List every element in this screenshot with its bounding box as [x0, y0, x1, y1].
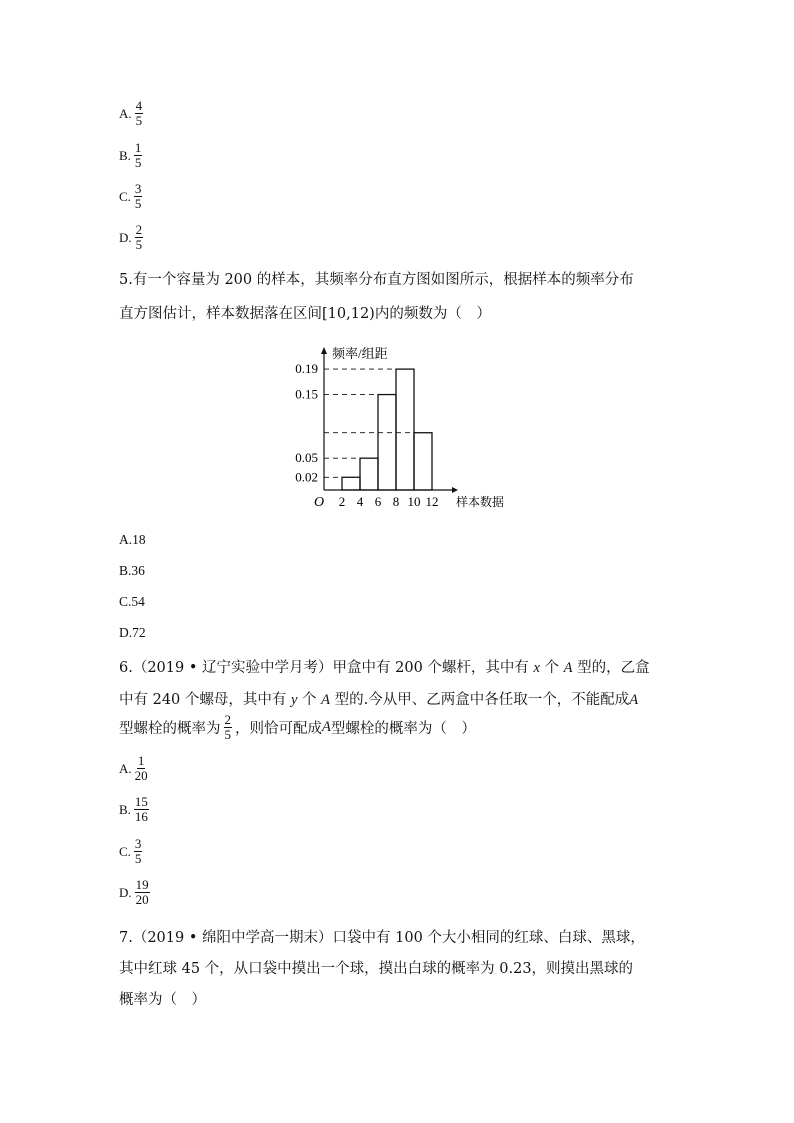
x-tick-label: 2	[338, 494, 346, 509]
q4-option-c	[119, 182, 142, 211]
q6-line3-part-b: ，则恰可配成	[235, 721, 322, 737]
option-label: C.	[119, 843, 131, 859]
q6-option-a	[119, 754, 148, 783]
q5-option-c: C.54	[119, 594, 145, 609]
fraction-numerator: 3	[134, 836, 142, 851]
option-fraction	[134, 141, 143, 170]
option-label: B.	[119, 801, 131, 817]
q6-var-a-3: A	[629, 692, 639, 708]
histogram-bar	[414, 433, 432, 490]
q4-option-a	[119, 99, 143, 128]
x-tick-label: 10	[407, 494, 421, 509]
q6-var-a-4: A	[322, 719, 331, 735]
q6-option-d	[119, 878, 150, 907]
q6-fraction-denominator: 5	[224, 727, 231, 742]
x-tick-label: 6	[374, 494, 382, 509]
q6-var-y: y	[291, 692, 298, 708]
option-fraction	[134, 837, 143, 866]
q5-option-d: D.72	[119, 625, 146, 640]
q6-line3-part-d: 型螺栓的概率为（ ）	[330, 721, 476, 737]
fraction-denominator: 5	[134, 196, 142, 211]
q6-var-a: A	[563, 660, 573, 676]
option-label: A.	[119, 105, 132, 121]
q6-fraction-numerator: 2	[224, 712, 231, 727]
y-tick-label: 0.05	[295, 450, 318, 466]
frequency-histogram	[284, 345, 530, 515]
fraction-numerator: 3	[134, 181, 142, 196]
fraction-denominator: 5	[135, 113, 143, 128]
y-tick-label: 0.19	[295, 361, 318, 377]
q7-text-line1: 7.（2019 • 绵阳中学高一期末）口袋中有 100 个大小相同的红球、白球、黑球，	[119, 930, 645, 946]
q6-text-line1	[119, 656, 650, 677]
x-tick-label: 4	[356, 494, 364, 509]
q6-var-x: x	[533, 660, 540, 676]
q6-line2-part-a: 中有 240 个螺母，其中有	[119, 692, 292, 708]
histogram-bar	[378, 395, 396, 490]
origin-label: O	[314, 495, 325, 510]
q6-text-line3	[119, 713, 476, 742]
option-fraction	[134, 182, 143, 211]
option-label: D.	[119, 884, 132, 900]
q6-line2-part-b: 个	[297, 692, 322, 708]
fraction-denominator: 5	[134, 155, 142, 170]
q6-option-c	[119, 837, 142, 866]
fraction-numerator: 1	[134, 140, 142, 155]
x-tick-label: 8	[392, 494, 400, 509]
fraction-numerator: 2	[135, 222, 143, 237]
fraction-denominator: 5	[135, 237, 143, 252]
q6-text-line2	[119, 688, 638, 709]
option-label: B.	[119, 147, 131, 163]
q7-text-line2: 其中红球 45 个，从口袋中摸出一个球，摸出白球的概率为 0.23，则摸出黑球的	[119, 961, 634, 977]
q6-line1-part-b: 个	[539, 660, 564, 676]
q6-line3-part-a: 型螺栓的概率为	[119, 721, 221, 737]
q5-option-a: A.18	[119, 532, 146, 547]
q7-text-line3: 概率为（ ）	[119, 992, 206, 1008]
y-axis-arrow	[321, 347, 327, 354]
q4-option-b	[119, 141, 142, 170]
fraction-numerator: 1	[137, 753, 145, 768]
q5-text-line1: 5.有一个容量为 200 的样本，其频率分布直方图如图所示，根据样本的频率分布	[119, 272, 634, 288]
fraction-numerator: 19	[135, 877, 149, 892]
option-fraction	[135, 754, 148, 783]
q5-option-b: B.36	[119, 563, 145, 578]
fraction-denominator: 20	[135, 892, 149, 907]
y-tick-label: 0.15	[295, 386, 318, 402]
q6-var-a-2: A	[321, 692, 331, 708]
q6-line1-part-a: 6.（2019 • 辽宁实验中学月考）甲盒中有 200 个螺杆，其中有	[119, 660, 534, 676]
option-fraction	[135, 223, 144, 252]
option-fraction	[135, 878, 150, 907]
option-fraction	[134, 795, 149, 824]
histogram-bar	[342, 477, 360, 490]
option-fraction	[135, 99, 144, 128]
fraction-denominator: 5	[134, 851, 142, 866]
x-axis-arrow	[452, 487, 458, 493]
x-axis-label: 样本数据	[456, 495, 505, 509]
q6-fraction	[224, 713, 233, 742]
histogram-bar	[396, 369, 414, 490]
q5-text-line2: 直方图估计，样本数据落在区间[10,12)内的频数为（ ）	[119, 306, 491, 322]
fraction-denominator: 16	[134, 809, 148, 824]
fraction-denominator: 20	[134, 768, 148, 783]
option-label: D.	[119, 229, 132, 245]
option-label: C.	[119, 188, 131, 204]
option-label: A.	[119, 760, 132, 776]
x-tick-label: 12	[425, 494, 439, 509]
q6-line2-part-c: 型的.今从甲、乙两盒中各任取一个，不能配成	[330, 692, 630, 708]
q4-option-d	[119, 223, 143, 252]
y-tick-label: 0.02	[295, 469, 318, 485]
q6-line1-part-c: 型的，乙盒	[572, 660, 650, 676]
histogram-bar	[360, 458, 378, 490]
y-axis-label: 频率/组距	[332, 346, 388, 361]
fraction-numerator: 15	[134, 794, 148, 809]
q6-option-b	[119, 795, 149, 824]
fraction-numerator: 4	[135, 98, 143, 113]
